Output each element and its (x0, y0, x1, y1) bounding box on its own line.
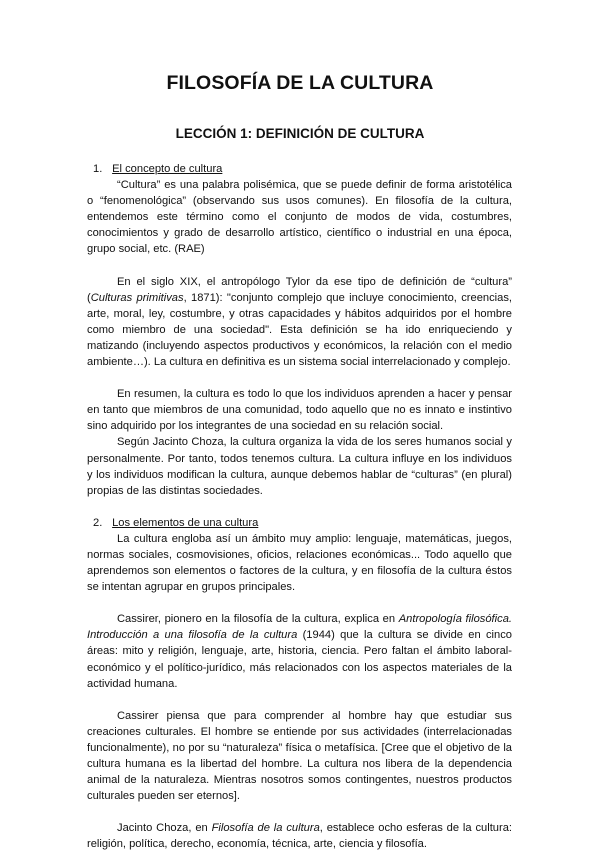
paragraph: Jacinto Choza, en Filosofía de la cultura, establece ocho esferas de la cultura: religión, política, derecho, economía, técnica, arte, ciencia y filosofía. (87, 822, 512, 851)
section-heading-text: El concepto de cultura (112, 163, 223, 175)
paragraph: En resumen, la cultura es todo lo que los individuos aprenden a hacer y pensar en tanto que miembros de una comunidad, todo aquello que no es innato e instintivo sino adquirido por los integrantes de una sociedad en su relación social. (87, 388, 512, 433)
book-title: Filosofía de la cultura (211, 822, 320, 835)
paragraph: La cultura engloba así un ámbito muy amplio: lenguaje, matemáticas, juegos, normas sociales, cosmovisiones, oficios, relaciones económicas... Todo aquello que aprendemos son elementos o factores de la cultura, y en filosofía de la cultura éstos se intentan agrupar en grupos principales. (87, 532, 512, 594)
document-body (87, 161, 512, 852)
paragraph: “Cultura” es una palabra polisémica, que se puede definir de forma aristotélica o “fenomenológica” (observando sus usos comunes). En filosofía de la cultura, entendemos este término como el conjunto de modos de vida, costumbres, conocimientos y grado de desarrollo artístico, científico o industrial en una época, grupo social, etc. (RAE) (87, 179, 512, 256)
section-number: 1. (93, 163, 103, 175)
lesson-heading: LECCIÓN 1: DEFINICIÓN DE CULTURA (175, 126, 425, 141)
book-title: Culturas primitivas (90, 291, 184, 304)
paragraph: Según Jacinto Choza, la cultura organiza la vida de los seres humanos social y personalmente. Por tanto, todos tenemos cultura. La cultura influye en los individuos y los individuos modifican la cultura, aunque debemos hablar de “culturas” (en plural) propias de las distintas sociedades. (87, 436, 512, 497)
paragraph: Cassirer, pionero en la filosofía de la cultura, explica en Antropología filosófica. Introducción a una filosofía de la cultura (1944) que la cultura se divide en cinco áreas: mito y religión, lenguaje, arte, historia, ciencia. Pero faltan el ámbito laboral-económico y el político-jurídico, más relacionados con los aspectos materiales de la actividad humana. (87, 613, 512, 690)
section-number: 2. (93, 516, 103, 529)
section-heading-text: Los elementos de una cultura (112, 516, 259, 529)
document-title: FILOSOFÍA DE LA CULTURA (166, 72, 434, 94)
section-heading-1 (87, 161, 512, 177)
paragraph: En el siglo XIX, el antropólogo Tylor da ese tipo de definición de “cultura” (Culturas primitivas, 1871): "conjunto complejo que incluye conocimiento, creencias, arte, moral, ley, costumbre, y otras capacidades y hábitos adquiridos por el hombre como miembro de una sociedad". Esta definición se ha ido enriqueciendo y matizando (incluyendo aspectos productivos y económicos, la relación con el medio ambiente…). La cultura en definitiva es un sistema social interrelacionado y complejo. (87, 275, 512, 369)
paragraph: Cassirer piensa que para comprender al hombre hay que estudiar sus creaciones culturales. El hombre se entiende por sus actividades (interrelacionadas funcionalmente), no por su “naturaleza” física o metafísica. [Cree que el objetivo de la cultura humana es la libertad del hombre. La cultura nos libera de la dependencia animal de la naturaleza. Mientras nosotros somos contingentes, nuestros productos culturales pueden ser eternos]. (87, 709, 512, 803)
book-title: Antropología filosófica. Introducción a una filosofía de la cultura (87, 613, 512, 642)
section-heading-2 (87, 515, 512, 531)
